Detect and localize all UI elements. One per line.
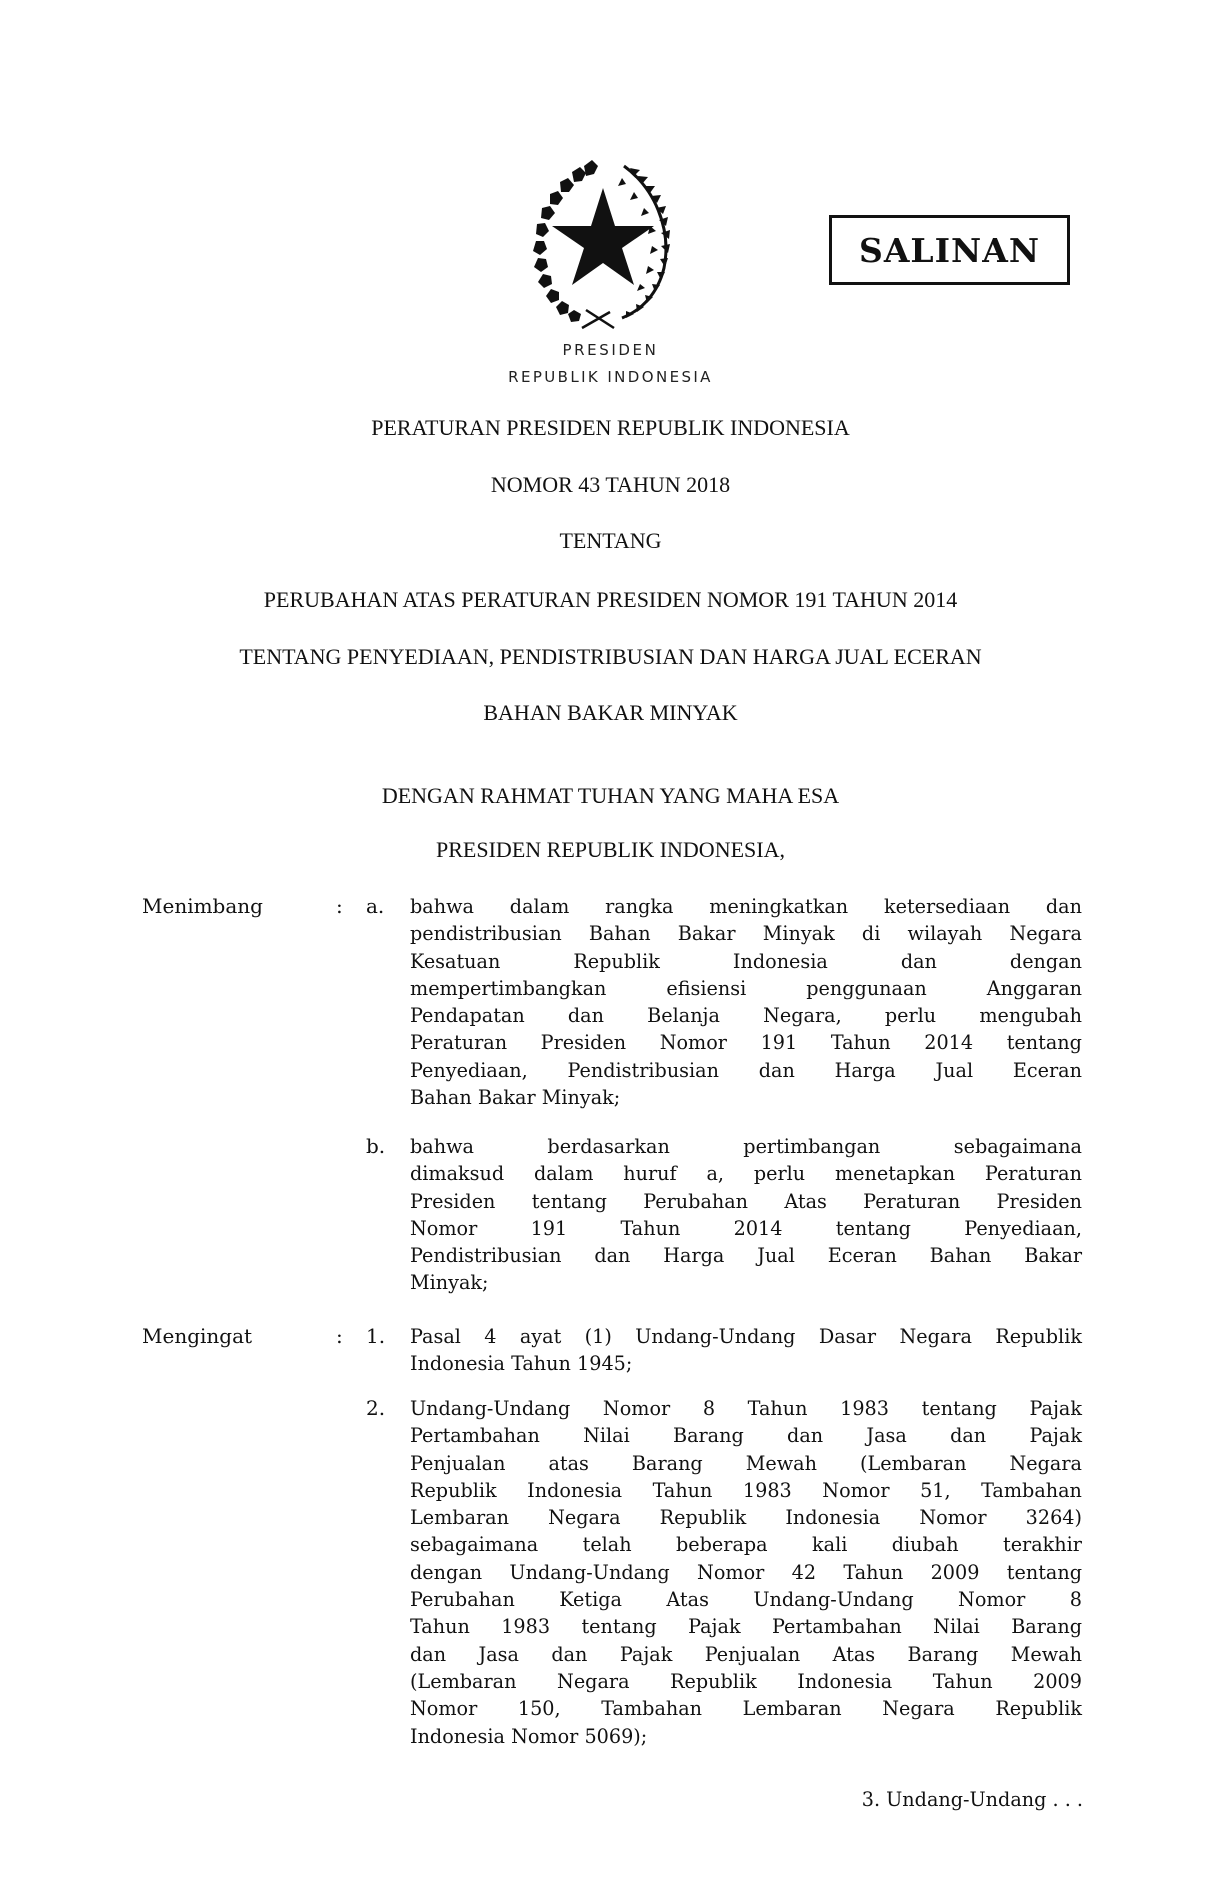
item-marker-2: 2. <box>366 1396 386 1420</box>
text-line: dengan Undang-Undang Nomor 42 Tahun 2009 tentang <box>410 1560 1082 1584</box>
regulation-title: PERATURAN PRESIDEN REPUBLIK INDONESIA <box>371 415 850 440</box>
text-line: Indonesia Nomor 5069); <box>410 1724 648 1748</box>
text-line: Penyediaan, Pendistribusian dan Harga Jual Eceran <box>410 1058 1082 1082</box>
regulation-subject-line2: TENTANG PENYEDIAAN, PENDISTRIBUSIAN DAN HARGA JUAL ECERAN <box>239 644 982 669</box>
menimbang-item-a <box>410 893 1082 1111</box>
text-line: Indonesia Tahun 1945; <box>410 1352 633 1376</box>
menimbang-item-b <box>410 1133 1082 1297</box>
regulation-subject-line1: PERUBAHAN ATAS PERATURAN PRESIDEN NOMOR 191 TAHUN 2014 <box>263 587 958 612</box>
text-line: Republik Indonesia Tahun 1983 Nomor 51, Tambahan <box>410 1478 1082 1502</box>
item-marker-b: b. <box>366 1134 386 1158</box>
text-line: mempertimbangkan efisiensi penggunaan Anggaran <box>410 976 1082 1000</box>
text-line: Minyak; <box>410 1271 489 1295</box>
text-line: Tahun 1983 tentang Pajak Pertambahan Nilai Barang <box>410 1615 1082 1639</box>
stamp-label: SALINAN <box>858 230 1040 270</box>
item-marker-1: 1. <box>366 1324 386 1348</box>
text-line: Pasal 4 ayat (1) Undang-Undang Dasar Negara Republik <box>410 1325 1082 1348</box>
text-line: Nomor 150, Tambahan Lembaran Negara Republik <box>410 1697 1082 1721</box>
item-marker-a: a. <box>366 894 385 918</box>
letterhead-line1: PRESIDEN <box>562 341 659 359</box>
salinan-stamp <box>829 215 1070 285</box>
invocation: DENGAN RAHMAT TUHAN YANG MAHA ESA <box>381 783 840 808</box>
text-line: Pertambahan Nilai Barang dan Jasa dan Pajak <box>410 1424 1082 1448</box>
regulation-subject-line3: BAHAN BAKAR MINYAK <box>483 700 738 725</box>
text-line: Nomor 191 Tahun 2014 tentang Penyediaan, <box>410 1216 1082 1240</box>
regulation-about: TENTANG <box>559 528 662 553</box>
mengingat-label: Mengingat <box>142 1324 253 1348</box>
text-line: Presiden tentang Perubahan Atas Peraturan Presiden <box>410 1189 1082 1213</box>
text-line: dimaksud dalam huruf a, perlu menetapkan Peraturan <box>410 1162 1082 1186</box>
continuation-marker: 3. Undang-Undang . . . <box>861 1788 1083 1811</box>
letterhead-line2: REPUBLIK INDONESIA <box>508 368 713 386</box>
mengingat-item-2 <box>410 1395 1082 1750</box>
text-line: Pendistribusian dan Harga Jual Eceran Bahan Bakar <box>410 1244 1082 1268</box>
text-line: Kesatuan Republik Indonesia dan dengan <box>410 949 1082 973</box>
text-line: bahwa dalam rangka meningkatkan ketersediaan dan <box>410 895 1082 918</box>
mengingat-colon: : <box>336 1324 343 1348</box>
text-line: pendistribusian Bahan Bakar Minyak di wilayah Negara <box>410 922 1082 946</box>
presidential-emblem-icon <box>526 158 680 330</box>
text-line: Penjualan atas Barang Mewah (Lembaran Negara <box>410 1451 1082 1475</box>
text-line: (Lembaran Negara Republik Indonesia Tahun 2009 <box>410 1669 1082 1693</box>
menimbang-colon: : <box>336 894 343 918</box>
text-line: sebagaimana telah beberapa kali diubah terakhir <box>410 1533 1082 1557</box>
mengingat-item-1 <box>410 1323 1082 1378</box>
regulation-number: NOMOR 43 TAHUN 2018 <box>490 472 731 497</box>
text-line: Pendapatan dan Belanja Negara, perlu mengubah <box>410 1004 1082 1028</box>
text-line: Peraturan Presiden Nomor 191 Tahun 2014 tentang <box>410 1031 1082 1055</box>
text-line: Undang-Undang Nomor 8 Tahun 1983 tentang Pajak <box>410 1397 1082 1420</box>
authority: PRESIDEN REPUBLIK INDONESIA, <box>436 837 785 862</box>
text-line: dan Jasa dan Pajak Penjualan Atas Barang Mewah <box>410 1642 1082 1666</box>
text-line: Lembaran Negara Republik Indonesia Nomor 3264) <box>410 1506 1082 1530</box>
text-line: Perubahan Ketiga Atas Undang-Undang Nomor 8 <box>410 1588 1082 1612</box>
text-line: bahwa berdasarkan pertimbangan sebagaimana <box>410 1135 1082 1158</box>
menimbang-label: Menimbang <box>142 894 263 918</box>
text-line: Bahan Bakar Minyak; <box>410 1086 621 1110</box>
